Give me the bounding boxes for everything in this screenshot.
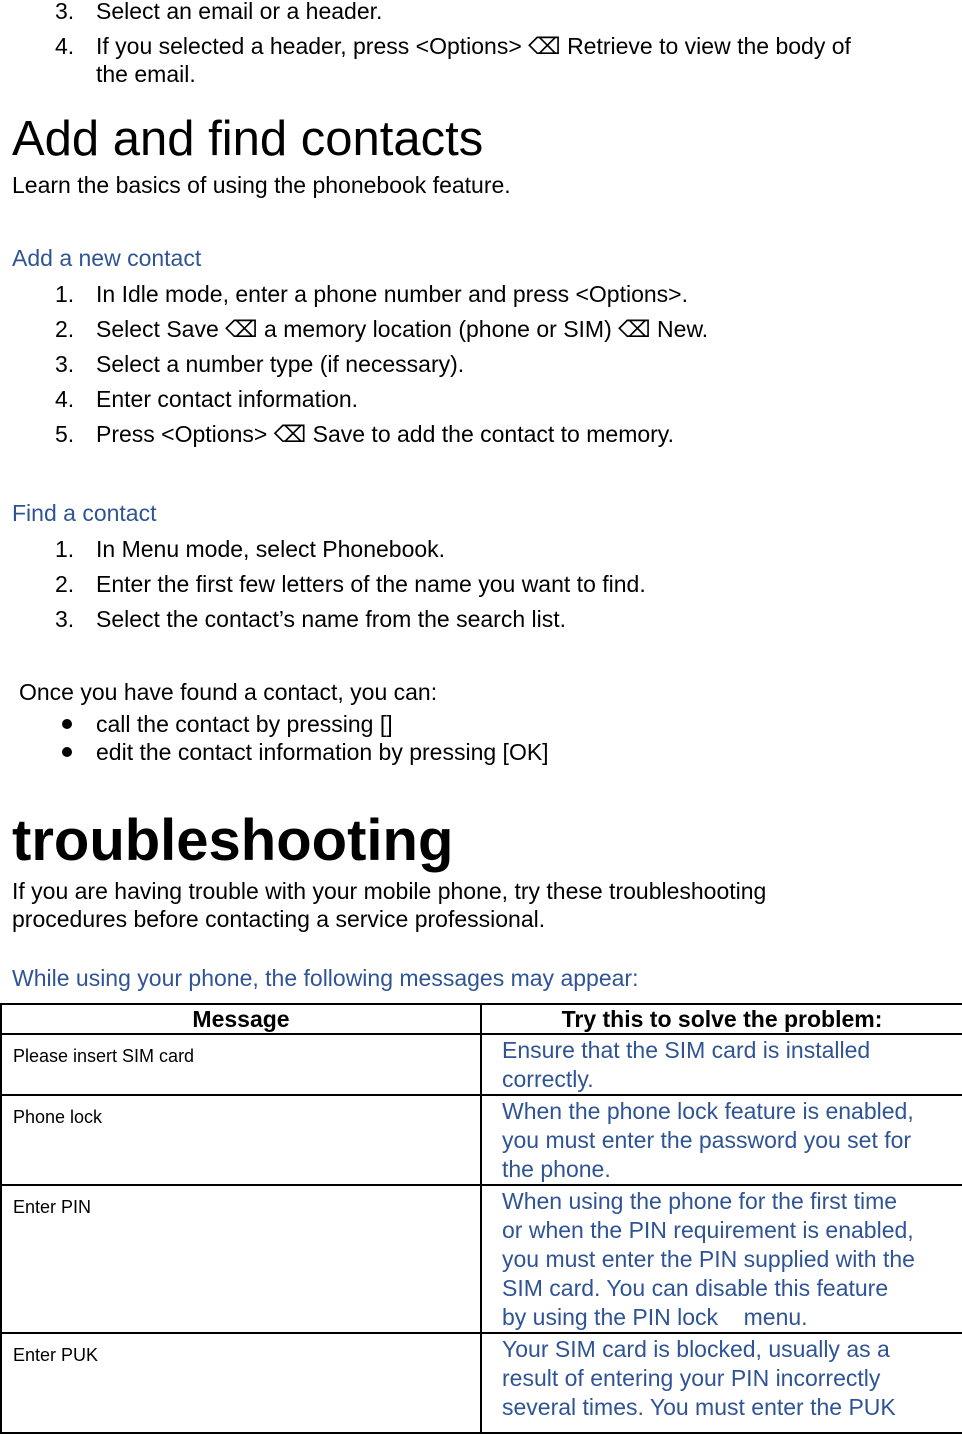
message-cell: Enter PUK: [1, 1333, 481, 1433]
table-header-row: [1, 1004, 962, 1034]
table-row: [1, 1095, 962, 1185]
section-intro: Learn the basics of using the phonebook feature.: [12, 172, 511, 198]
column-header: Try this to solve the problem:: [481, 1004, 962, 1034]
table-row: [1, 1185, 962, 1333]
message-cell: Phone lock: [1, 1095, 481, 1185]
solution-cell: When using the phone for the first time or when the PIN requirement is enabled, you must enter the PIN supplied with the SIM card. You can disable this feature by using the PIN lock menu.: [481, 1185, 962, 1333]
bullet-icon: [62, 719, 72, 729]
table-row: [1, 1333, 962, 1433]
troubleshooting-intro-line-1: If you are having trouble with your mobile phone, try these troubleshooting: [12, 878, 767, 904]
page-title: Add and find contacts: [12, 112, 484, 166]
list-item: 1. In Idle mode, enter a phone number and press <Options>.: [55, 281, 688, 307]
message-cell: Please insert SIM card: [1, 1034, 481, 1095]
bullet-icon: [62, 747, 72, 757]
column-header: Message: [1, 1004, 481, 1034]
solution-cell: When the phone lock feature is enabled, you must enter the password you set for the phone.: [481, 1095, 962, 1185]
subheading-find-contact: Find a contact: [12, 500, 157, 526]
list-item: 2. Select Save ⌫ a memory location (phone or SIM) ⌫ New.: [55, 316, 709, 342]
solution-cell: Your SIM card is blocked, usually as a result of entering your PIN incorrectly several times. You must enter the PUK: [481, 1333, 962, 1433]
list-item: 3. Select the contact’s name from the search list.: [55, 606, 567, 632]
list-item: 2. Enter the first few letters of the name you want to find.: [55, 571, 646, 597]
message-cell: Enter PIN: [1, 1185, 481, 1333]
troubleshooting-intro-line-2: procedures before contacting a service professional.: [12, 906, 546, 932]
troubleshooting-table: [0, 1003, 962, 1434]
list-item: 1. In Menu mode, select Phonebook.: [55, 536, 446, 562]
table-row: [1, 1034, 962, 1095]
found-intro: Once you have found a contact, you can:: [19, 679, 438, 705]
list-item: 4. If you selected a header, press <Options> ⌫ Retrieve to view the body of: [55, 33, 851, 59]
subheading-add-contact: Add a new contact: [12, 245, 202, 271]
list-item: 3. Select an email or a header.: [55, 0, 383, 24]
messages-heading: While using your phone, the following messages may appear:: [12, 965, 639, 991]
list-item: 3. Select a number type (if necessary).: [55, 351, 465, 377]
list-item: 5. Press <Options> ⌫ Save to add the contact to memory.: [55, 421, 674, 447]
solution-cell: Ensure that the SIM card is installed correctly.: [481, 1034, 962, 1095]
section-title: troubleshooting: [12, 808, 454, 873]
list-item: 4. Enter contact information.: [55, 386, 359, 412]
